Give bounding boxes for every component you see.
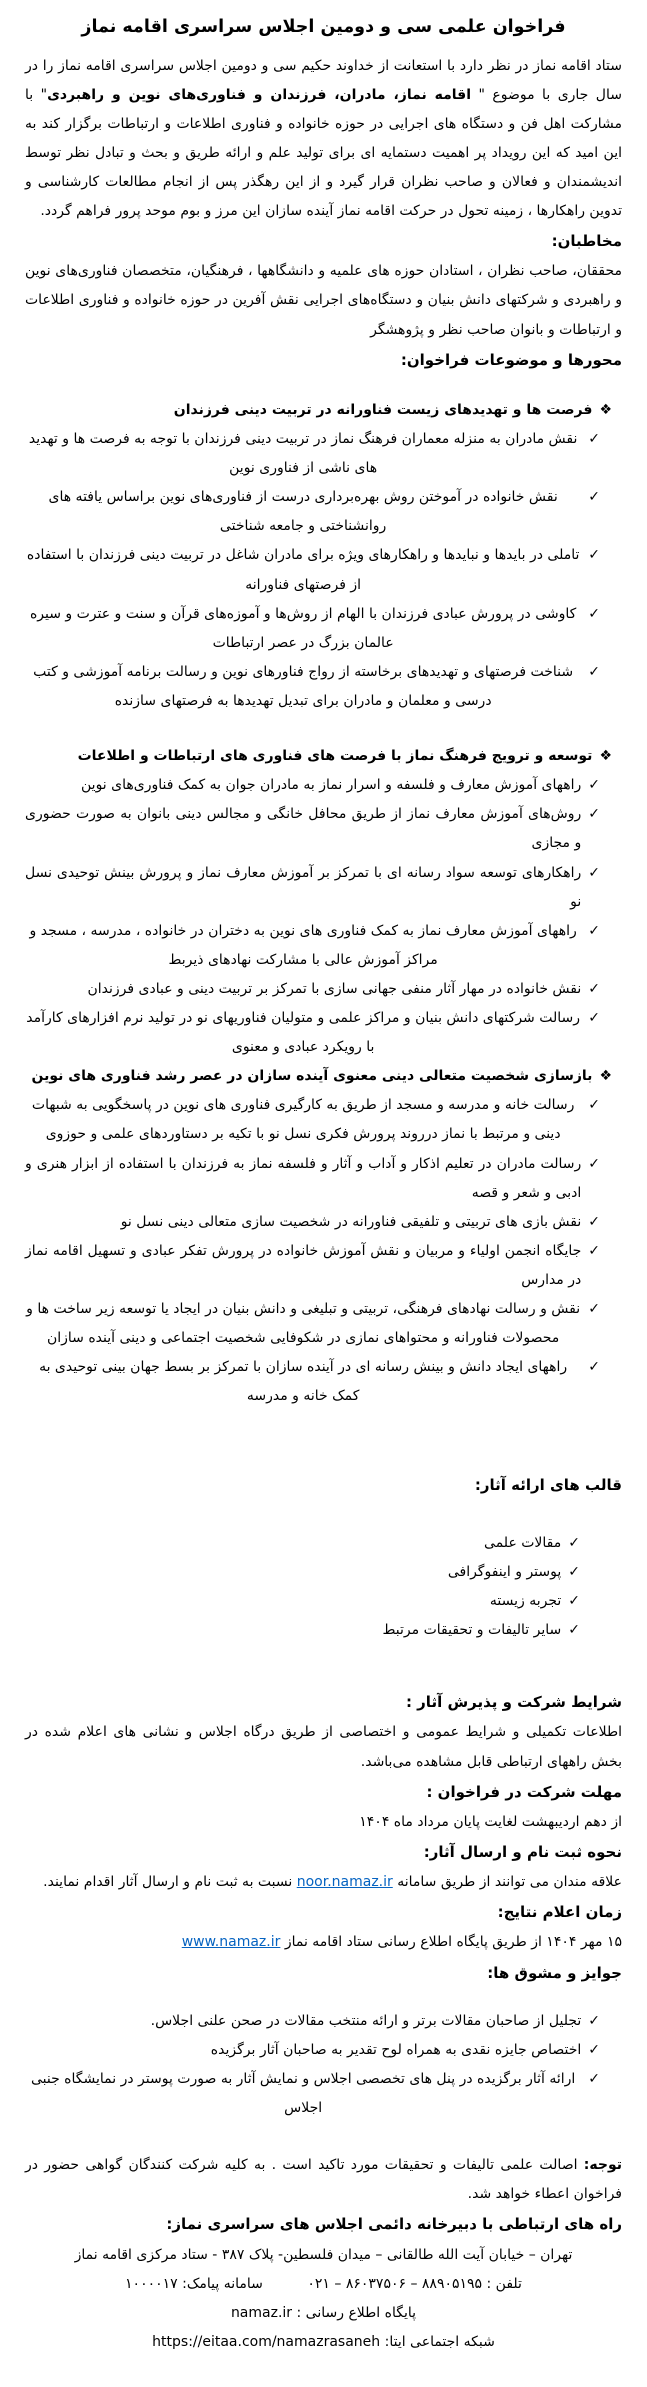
text-content [25,600,581,658]
text-content [25,1295,581,1353]
namaz-ir-text: namaz.ir [230,2304,293,2321]
spacer [25,1412,622,1470]
text-run: راههای آموزش معارف نماز به کمک فناوری های نوین به دختران در خانواده ، مدرسه ، مسجد و مراکز آموزش عالی با مشارکت نهادهای ذیربط [29,922,577,968]
text-content [401,351,622,369]
text-run: اصالت علمی تالیفات و تحقیقات مورد تاکید است . به کلیه شرکت کنندگان گواهی حضور در فراخوان اعطاء خواهد شد. [25,2157,622,2203]
text-run: قالب های ارائه آثار: [474,1475,622,1494]
prize-item [25,2036,600,2065]
checkmark-icon: ✓ [588,1242,600,1259]
diamond-bullet-icon: ❖ [599,1068,612,1085]
text-content [552,232,622,250]
results-paragraph [25,1928,622,1957]
checkmark-icon: ✓ [588,430,600,447]
text-content [487,1964,622,1982]
formats-heading [25,1470,622,1501]
topic-2-item [25,859,600,917]
note-paragraph [25,2151,622,2209]
text-run: محورها و موضوعات فراخوان: [400,350,622,369]
text-content [475,1476,622,1494]
noor-namaz-link[interactable]: noor.namaz.ir [296,1874,393,1891]
format-item [25,1587,580,1616]
document-title: فراخوان علمی سی و دومین اجلاس سراسری اقامه نماز [81,17,566,37]
spacer [25,1645,622,1687]
text-content [231,2305,416,2321]
checkmark-icon: ✓ [588,922,600,939]
text-run: نحوه ثبت نام و ارسال آثار: [423,1842,622,1861]
text-run: پوستر و اینفوگرافی [447,1563,562,1580]
text-run: راهکارهای توسعه سواد رسانه ای با تمرکز بر آموزش معارف نماز و پرورش بینش توحیدی نسل نو [25,864,582,910]
text-run: پایگاه اطلاع رسانی : [292,2304,417,2321]
topic-3-item [25,1353,600,1411]
text-content [498,1903,622,1921]
checkmark-icon: ✓ [588,864,600,881]
audience-paragraph [25,257,622,344]
text-run: تلفن : ۸۸۹۰۵۱۹۵ – ۸۶۰۳۷۵۰۶ – ۰۲۱ سامانه پیامک: ۱۰۰۰۰۱۷ [125,2275,522,2292]
namaz-website-link[interactable]: www.namaz.ir [181,1934,281,1951]
text-content [25,58,622,220]
topic-3-title [25,1062,612,1091]
contact-website [25,2299,622,2328]
registration-paragraph [25,1868,622,1897]
text-run: محققان، صاحب نظران ، استادان حوزه های علمیه و دانشگاهها ، فرهنگیان، متخصصان فناوری‌های نوین و راهبردی و شرکتهای دانش بنیان و دستگاه‌های اجرایی نقش آفرین در حوزه خانواده و فناوری اطلاعات و ارتباطات و بانوان صاحب نظر و پژوهشگر [25,263,622,338]
text-content [25,396,592,425]
text-content [25,263,622,337]
text-run: ۱۵ مهر ۱۴۰۴ از طریق پایگاه اطلاع رسانی ستاد اقامه نماز [280,1934,622,1951]
topic-1-item [25,600,600,658]
text-run: مقالات علمی [484,1534,562,1551]
text-run: نقش مادران به منزله معماران فرهنگ نماز در تربیت دینی فرزندان با توجه به فرصت ها و تهدید های ناشی از فناوری نوین [28,430,578,477]
text-run: نقش و رسالت نهادهای فرهنگی، تربیتی و تبلیغی و دانش بنیان در ایجاد یا توسعه زیر ساخت ها و محصولات فناورانه و محتواهای نمازی در شکوفایی شخصیت اجتماعی و دینی آینده سازان [26,1301,581,1347]
text-content [25,2065,581,2123]
topic-2-item [25,975,600,1004]
prize-item [25,2065,600,2123]
prize-item [25,2007,600,2036]
text-run: شرایط شرکت و پذیرش آثار : [405,1693,622,1712]
checkmark-icon: ✓ [588,1155,600,1172]
text-run: راههای آموزش معارف و فلسفه و اسرار نماز به مادران جوان به کمک فناوری‌های نوین [81,777,582,794]
diamond-bullet-icon: ❖ [599,748,612,765]
checkmark-icon: ✓ [588,547,600,564]
diamond-bullet-icon: ❖ [599,401,612,418]
checkmark-icon: ✓ [588,2070,600,2087]
topic-1-item [25,483,600,541]
text-content [25,2157,622,2202]
checkmark-icon: ✓ [568,1563,580,1580]
text-run: نسبت به ثبت نام و ارسال آثار اقدام نمایند. [43,1874,297,1891]
registration-heading [25,1837,622,1868]
text-content [484,1529,561,1558]
topic-3-item [25,1208,600,1237]
text-run: رسالت خانه و مدرسه و مسجد از طریق به کارگیری فناوری های نوین در پاسخگویی به شبهات دینی و مرتبط با نماز درروند پرورش فکری نسل نو با تکیه بر دستاوردهای علمی و حوزوی [31,1097,575,1143]
text-run: نقش خانواده در مهار آثار منفی جهانی سازی با تمرکز بر تربیت دینی و عبادی فرزندان [87,980,582,997]
topic-2-item [25,800,600,858]
text-content [25,1237,581,1295]
text-run: علاقه مندان می توانند از طریق سامانه [392,1874,622,1891]
checkmark-icon: ✓ [568,1592,580,1609]
topic-1-item [25,658,600,716]
text-run: اختصاص جایزه نقدی به همراه لوح تقدیر به صاحبان آثار برگزیده [210,2041,582,2058]
text-run: از دهم اردیبهشت لغایت پایان مرداد ماه ۱۴۰۴ [359,1813,622,1830]
spacer [25,1989,622,2007]
text-content [490,1587,561,1616]
spacer [25,716,622,742]
format-item [25,1529,580,1558]
eitaa-url-text: https://eitaa.com/namazrasaneh [152,2333,381,2350]
text-run: جایگاه انجمن اولیاء و مربیان و نقش آموزش خانواده در پرورش تفکر عبادی و تسهیل اقامه نماز در مدارس [25,1242,582,1289]
text-run: زمان اعلام نتایج: [497,1903,622,1922]
topic-2-item [25,1004,600,1062]
checkmark-icon: ✓ [588,1097,600,1114]
text-run: شبکه اجتماعی ایتا: [380,2333,495,2350]
text-run: ارائه آثار برگزیده در پنل های تخصصی اجلاس و نمایش آثار به صورت پوستر در نمایشگاه جنبی اجلاس [30,2070,576,2117]
topics-heading [25,345,622,376]
text-content [25,541,581,599]
text-run: توسعه و ترویج فرهنگ نماز با فرصت های فناوری های ارتباطات و اطلاعات [77,748,593,765]
text-content [25,1091,581,1149]
checkmark-icon: ✓ [588,1010,600,1027]
contact-phone [25,2270,622,2299]
topic-3-item [25,1237,600,1295]
topic-1-title [25,396,612,425]
spacer [25,376,622,396]
topic-3-item [25,1295,600,1353]
text-content [25,425,581,483]
text-run: نقش خانواده در آموختن روش بهره‌برداری درست از فناوری‌های نوین براساس یافته های روانشناختی و جامعه شناختی [48,489,558,535]
text-content [75,2247,573,2263]
checkmark-icon: ✓ [588,1359,600,1376]
topic-3-item [25,1150,600,1208]
text-run: کاوشی در پرورش عبادی فرزندان با الهام از روش‌ها و آموزه‌های قرآن و سنت و عترت و سیره عالمان بزرگ در عصر ارتباطات [29,605,577,651]
text-content [152,2334,495,2350]
prizes-heading [25,1958,622,1989]
text-content [25,800,581,858]
text-content [25,917,581,975]
spacer [25,1501,622,1529]
text-run: بازسازی شخصیت متعالی دینی معنوی آینده سازان در عصر رشد فناوری های نوین [31,1068,593,1085]
text-content [383,1616,562,1645]
checkmark-icon: ✓ [588,980,600,997]
text-content [448,1558,561,1587]
checkmark-icon: ✓ [568,1534,580,1551]
checkmark-icon: ✓ [588,2012,600,2029]
checkmark-icon: ✓ [588,663,600,680]
text-content [426,1783,622,1801]
text-content [424,1843,622,1861]
text-run: " با مشارکت اهل فن و دستگاه های اجرایی در حوزه خانواده و فناوری اطلاعات و ارتباطات برگزار کند به این امید که این رویداد پر اهمیت دستمایه ای برای تولید علم و ارائه طریق و بحث و تبادل نظر توسط اندیشمندان و فعالان و صاحب نظران قرار گیرد و از این رهگذر پس از انجام مطالعات کارشناسی و تدوین راهکارها ، زمینه تحول در حرکت اقامه نماز آینده سازان این مرز و بوم موحد پرور فراهم گردد. [25,86,622,220]
text-run: اقامه نماز، مادران، فرزندان و فناوری‌های نوین و راهبردی [47,86,471,103]
text-content [25,859,581,917]
topic-2-item [25,771,600,800]
text-content [166,2215,622,2233]
text-content [25,2007,581,2036]
topic-2-title [25,742,612,771]
text-content [25,1353,581,1411]
conditions-paragraph [25,1718,622,1776]
contact-address [25,2241,622,2270]
text-content [25,975,581,1004]
text-content [25,1150,581,1208]
checkmark-icon: ✓ [588,1213,600,1230]
text-content [25,1004,581,1062]
format-item [25,1558,580,1587]
text-content [182,1934,622,1950]
checkmark-icon: ✓ [588,777,600,794]
spacer [25,2123,622,2151]
text-content [25,658,581,716]
topic-3-item [25,1091,600,1149]
contact-social [25,2328,622,2357]
text-run: تهران – خیابان آیت الله طالقانی – میدان فلسطین- پلاک ۳۸۷ - ستاد مرکزی اقامه نماز [74,2246,573,2263]
audience-heading [25,226,622,257]
results-heading [25,1897,622,1928]
text-run: فرصت ها و تهدیدهای زیست فناورانه در تربیت دینی فرزندان [173,401,593,418]
topic-1-item [25,425,600,483]
checkmark-icon: ✓ [588,2041,600,2058]
text-run: مهلت شرکت در فراخوان : [426,1782,622,1801]
text-run: توجه: [583,2157,622,2174]
text-run: ستاد اقامه نماز در نظر دارد با استعانت از خداوند حکیم سی و دومین اجلاس سراسری اقامه نماز را در سال جاری با موضوع " [25,57,622,103]
contact-heading [25,2209,622,2240]
text-content [359,1814,622,1830]
text-run: راه های ارتباطی با دبیرخانه دائمی اجلاس های سراسری نماز: [166,2215,622,2234]
text-run: جوایز و مشوق ها: [487,1963,622,1982]
text-content [25,742,592,771]
text-content [25,1062,592,1091]
text-run: تجربه زیسته [489,1592,562,1609]
text-run: تاملی در بایدها و نبایدها و راهکارهای ویژه برای مادران شاغل در تربیت دینی فرزندان با استفاده از فرصتهای فناورانه [26,547,580,593]
text-run: روش‌های آموزش معارف نماز از طریق محافل خانگی و مجالس دینی بانوان به صورت حضوری و مجازی [25,806,582,852]
text-run: نقش بازی های تربیتی و تلفیقی فناورانه در شخصیت سازی متعالی دینی نسل نو [120,1213,582,1230]
text-run: رسالت مادران در تعلیم اذکار و آداب و آثار و فلسفه نماز به فرزندان با استفاده از ابزار هنری و ادبی و شعر و قصه [25,1155,582,1201]
format-item [25,1616,580,1645]
checkmark-icon: ✓ [588,605,600,622]
text-run: رسالت شرکتهای دانش بنیان و مراکز علمی و متولیان فناوریهای نو در تولید نرم افزارهای کارآمد با رویکرد عبادی و معنوی [26,1010,580,1056]
text-content [25,1724,622,1769]
text-run: سایر تالیفات و تحقیقات مرتبط [382,1622,562,1639]
checkmark-icon: ✓ [568,1622,580,1639]
text-content [125,2276,522,2292]
document-body [25,52,622,2357]
checkmark-icon: ✓ [588,489,600,506]
text-run: مخاطبان: [551,232,622,251]
topic-1-item [25,541,600,599]
deadline-paragraph [25,1808,622,1837]
text-content [25,483,581,541]
text-content [25,2036,581,2065]
text-content [406,1693,622,1711]
text-content [25,1208,581,1237]
text-run: تجلیل از صاحبان مقالات برتر و ارائه منتخب مقالات در صحن علنی اجلاس. [150,2012,582,2029]
text-run: شناخت فرصتهای و تهدیدهای برخاسته از رواج فناورهای نوین و رسالت برنامه آموزشی و کتب درسی و معلمان و مادران برای تبدیل تهدیدها به فرصتهای سازنده [33,663,574,709]
text-run: راههای ایجاد دانش و بینش رسانه ای در آینده سازان با تمرکز بر بسط جهان بینی توحیدی به کمک خانه و مدرسه [39,1359,568,1405]
checkmark-icon: ✓ [588,806,600,823]
topic-2-item [25,917,600,975]
conditions-heading [25,1687,622,1718]
text-run: اطلاعات تکمیلی و شرایط عمومی و اختصاصی از طریق درگاه اجلاس و نشانی های اعلام شده در بخش راههای ارتباطی قابل مشاهده می‌باشد. [25,1724,622,1770]
deadline-heading [25,1777,622,1808]
text-content [25,771,581,800]
intro-paragraph [25,52,622,227]
checkmark-icon: ✓ [588,1301,600,1318]
